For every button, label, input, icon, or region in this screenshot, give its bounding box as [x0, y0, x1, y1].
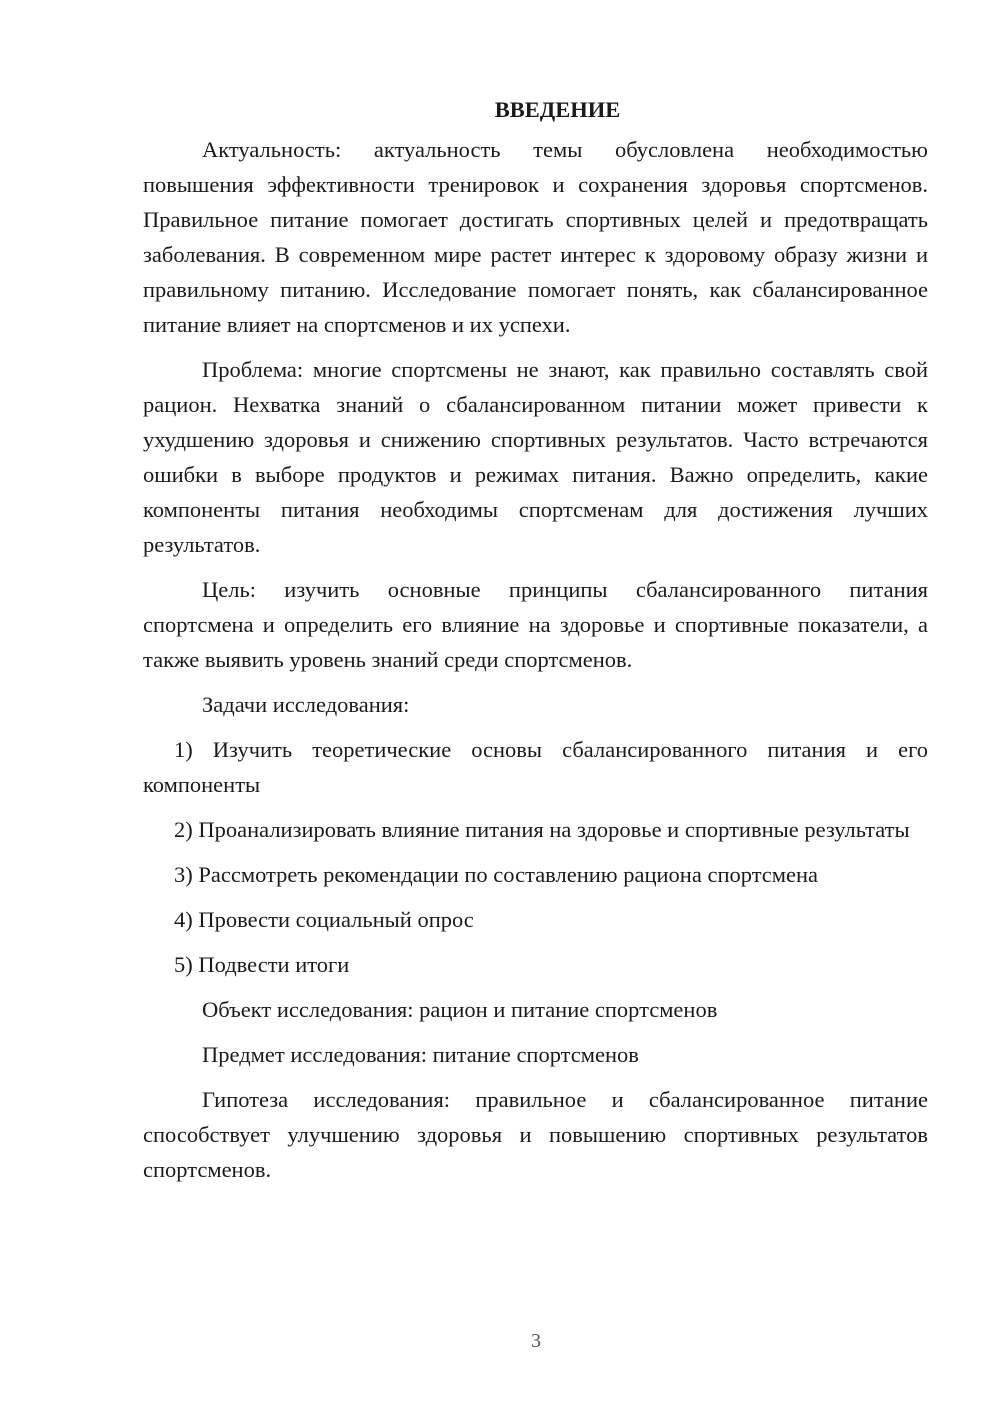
section-heading: ВВЕДЕНИЕ — [494, 97, 621, 122]
task-item-5: 5) Подвести итоги — [174, 952, 350, 977]
page-content — [143, 92, 928, 1187]
task-item-1: 1) Изучить теоретические основы сбалансированного питания и его компоненты — [143, 737, 928, 797]
task-item-4: 4) Провести социальный опрос — [174, 907, 474, 932]
paragraph-subject: Предмет исследования: питание спортсменов — [202, 1042, 639, 1067]
paragraph-problem: Проблема: многие спортсмены не знают, как правильно составлять свой рацион. Нехватка знаний о сбалансированном питании может привести к ухудшению здоровья и снижению спортивных результатов. Часто встречаются ошибки в выборе продуктов и режимах питания. Важно определить, какие компоненты питания необходимы спортсменам для достижения лучших результатов. — [143, 357, 928, 557]
task-item-2: 2) Проанализировать влияние питания на здоровье и спортивные результаты — [174, 817, 910, 842]
paragraph-hypothesis: Гипотеза исследования: правильное и сбалансированное питание способствует улучшению здоровья и повышению спортивных результатов спортсменов. — [143, 1087, 928, 1182]
paragraph-goal: Цель: изучить основные принципы сбалансированного питания спортсмена и определить его влияние на здоровье и спортивные показатели, а также выявить уровень знаний среди спортсменов. — [143, 577, 928, 672]
task-item-3: 3) Рассмотреть рекомендации по составлению рациона спортсмена — [174, 862, 819, 887]
paragraph-relevance: Актуальность: актуальность темы обусловлена необходимостью повышения эффективности тренировок и сохранения здоровья спортсменов. Правильное питание помогает достигать спортивных целей и предотвращать заболевания. В современном мире растет интерес к здоровому образу жизни и правильному питанию. Исследование помогает понять, как сбалансированное питание влияет на спортсменов и их успехи. — [143, 137, 928, 337]
tasks-title: Задачи исследования: — [202, 692, 410, 717]
page-number: 3 — [531, 1330, 541, 1352]
paragraph-object: Объект исследования: рацион и питание спортсменов — [202, 997, 718, 1022]
